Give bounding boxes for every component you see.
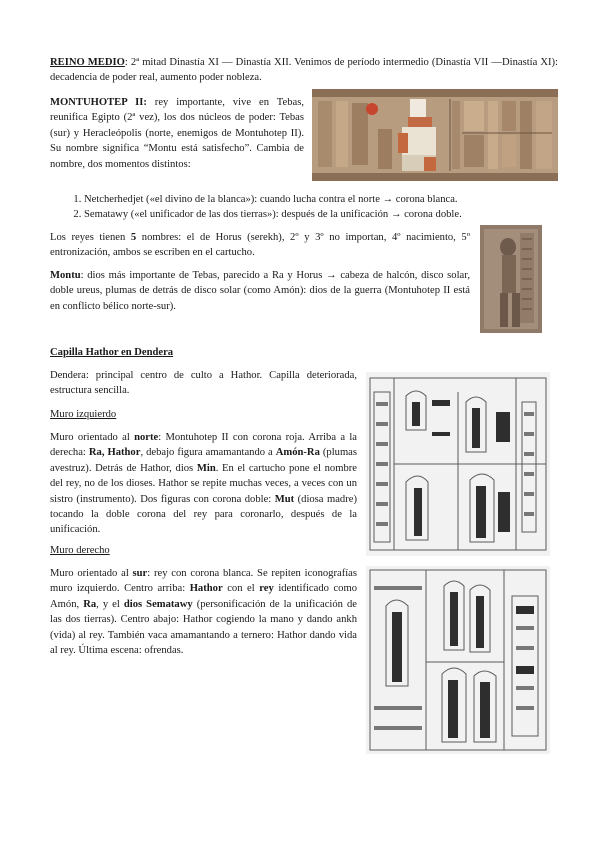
left-wall-drawing: [366, 372, 550, 556]
chapel-title-text: Capilla Hathor en Dendera: [50, 347, 174, 358]
bold-term: rey: [259, 583, 274, 595]
chapel-title: [50, 345, 350, 360]
right-wall-image: [366, 566, 550, 754]
montu-image: [480, 225, 542, 333]
intro-paragraph: [50, 55, 558, 86]
reino-medio-heading: REINO MEDIO: [50, 57, 125, 68]
montu-name: Montu: [50, 270, 81, 281]
bold-term: sur: [132, 568, 148, 579]
text-run: , debajo figura amamantando a: [140, 447, 276, 459]
chapel-intro-text: Dendera: principal centro de culto a Hathor. Capilla deteriorada, estructura sencilla.: [50, 370, 357, 397]
text-run: . En el cartucho pone el nombre del rey, no de los dioses. Hathor se repite muchas veces, a veces con un sistro (instrumento). Dos figuras con corona doble:: [50, 462, 357, 505]
text-run: (diosa madre) tocando la doble corona del rey para coronarlo, después de la unificación.: [50, 493, 357, 536]
names-text-post: nombres: el de Horus (serekh), 2º y 3º no importan, 4º nacimiento, 5º entronización, ambos se escriben en el cartucho.: [50, 232, 471, 259]
left-wall-paragraph: [50, 430, 357, 538]
montu-text: : dios más importante de Tebas, parecido a Ra y Horus → cabeza de halcón, disco solar, doble ureus, plumas de detrás de disco solar (como Amón): dios de la guerra (Montuhotep II está en conflicto bélico norte-sur).: [50, 270, 470, 312]
text-run: (personificación de la unificación de las dos tierras). Centro abajo: Hathor cogiendo la mano y dando ankh (vida) al rey. También vaca amamantando a ternero: Hathor dando vida al rey. Última escena: ofrendas.: [50, 598, 358, 657]
text-run: Muro orientado al: [50, 568, 133, 579]
names-number: 5: [130, 232, 137, 243]
text-run: (plumas avestruz). Detrás de Hathor, dios: [50, 447, 358, 474]
bold-term: Ra, Hathor: [88, 447, 141, 459]
bold-term: norte: [134, 432, 159, 443]
text-run: identificado como Amón,: [50, 583, 357, 610]
right-wall-title: [50, 543, 250, 558]
list-item: 2. Sematawy («el unificador de las dos tierras»): después de la unificación → corona doble.: [84, 207, 558, 222]
text-run: con el: [222, 583, 260, 595]
text-run: Muro orientado al: [50, 432, 135, 443]
intro-text: : 2ª mitad Dinastía XI — Dinastía XII. Venimos de período intermedio (Dinastía VII —Dinastía XI): decadencia de poder real, aumento poder nobleza.: [50, 57, 558, 84]
left-wall-title: [50, 407, 250, 422]
text-run: : rey con corona blanca. Se repiten iconografías muro izquierdo. Centro arriba:: [50, 568, 357, 595]
list-item: 1. Netcherhedjet («el divino de la blanca»): cuando lucha contra el norte → corona blanca.: [84, 192, 558, 207]
bold-term: Mut: [274, 493, 295, 505]
chapel-intro: [50, 368, 357, 399]
names-paragraph: [50, 230, 470, 261]
montu-paragraph: [50, 268, 470, 314]
right-wall-title-text: Muro derecho: [50, 545, 110, 556]
relief-image: [312, 89, 558, 181]
text-run: : Montuhotep II con corona roja. Arriba a la derecha:: [50, 432, 357, 459]
bold-term: Hathor: [189, 583, 223, 595]
names-list: [64, 192, 558, 223]
bold-term: dios Sematawy: [123, 598, 193, 610]
bold-term: Min: [196, 462, 216, 474]
montuhotep-text: rey importante, vive en Tebas, reunifica Egipto (2ª vez), los dos núcleos de poder: Tebas (sur) y Heracleópolis (norte, enemigos de Montuhotep II). Su nombre significa “Montu está satisfecho”. Cambia de nombre, dos momentos distintos:: [50, 97, 304, 170]
montu-relief-photo: [480, 225, 542, 333]
bold-term: Ra: [83, 598, 97, 610]
left-wall-image: [366, 372, 550, 556]
right-wall-paragraph: [50, 566, 357, 658]
left-wall-title-text: Muro izquierdo: [50, 409, 117, 420]
right-wall-drawing: [366, 566, 550, 754]
montuhotep-name: MONTUHOTEP II:: [50, 97, 147, 108]
bold-term: Amón-Ra: [275, 447, 320, 459]
montuhotep-relief-photo: [312, 89, 558, 181]
montuhotep-paragraph: [50, 95, 304, 172]
text-run: , y el: [96, 598, 124, 610]
names-text-pre: Los reyes tienen: [50, 232, 131, 243]
